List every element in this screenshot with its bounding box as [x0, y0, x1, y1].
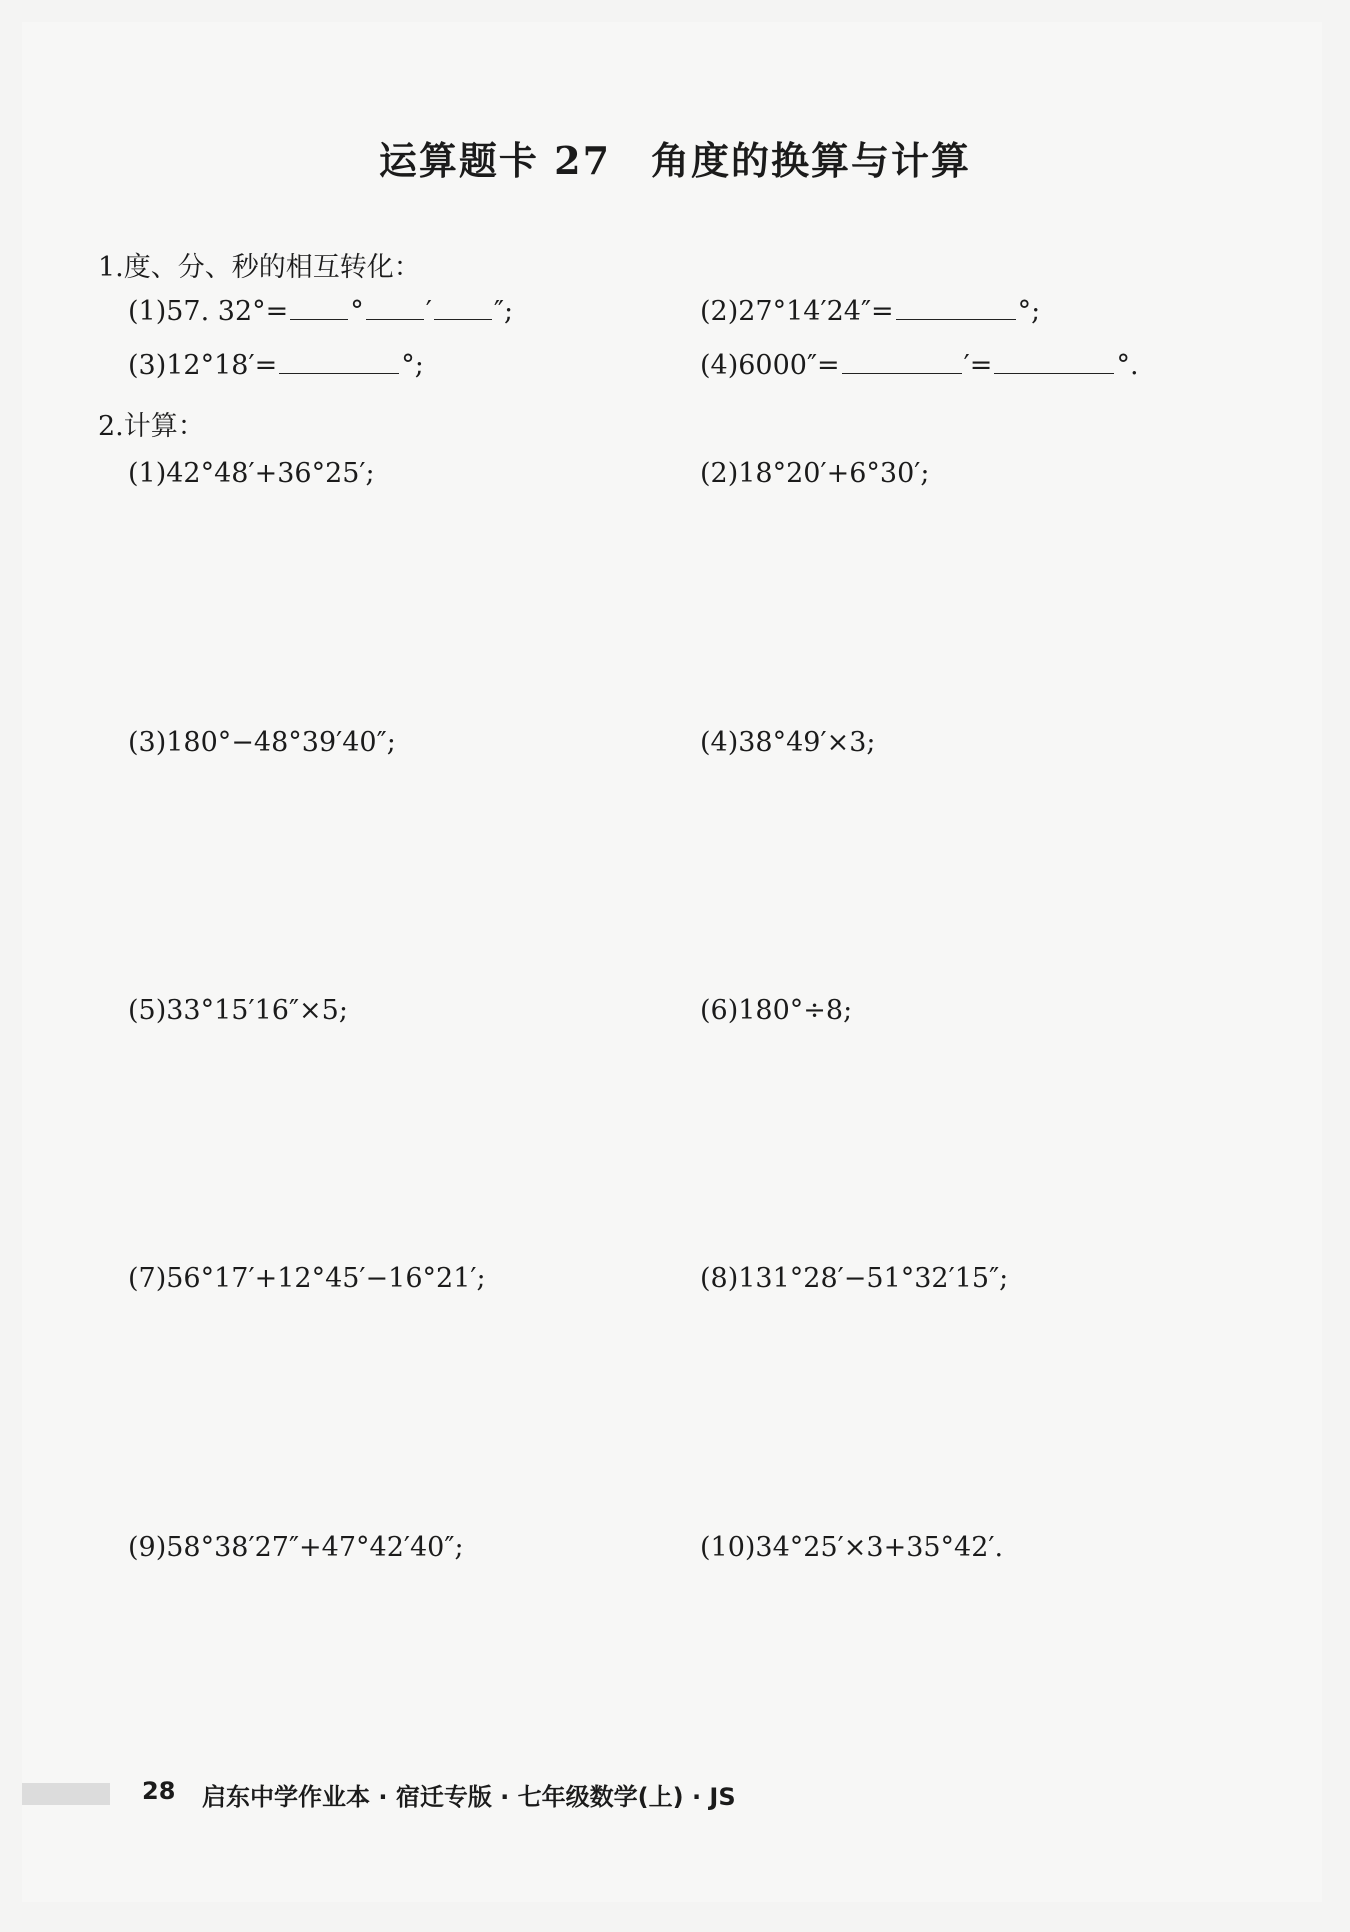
calc-item-6: (6)180°÷8; — [700, 995, 853, 1026]
answer-blank[interactable] — [896, 297, 1016, 320]
calc-item-8: (8)131°28′−51°32′15″; — [700, 1263, 1009, 1294]
answer-blank[interactable] — [434, 297, 492, 320]
answer-blank[interactable] — [366, 297, 424, 320]
book-title: 启东中学作业本 · 宿迁专版 · 七年级数学(上) · JS — [202, 1783, 736, 1811]
unit-second: ″; — [493, 296, 514, 327]
footer-decoration-bar — [22, 1783, 110, 1805]
unit-minute: ′= — [963, 350, 993, 381]
answer-blank[interactable] — [842, 351, 962, 374]
answer-blank[interactable] — [279, 351, 399, 374]
section1-heading: 1.度、分、秒的相互转化： — [98, 252, 421, 283]
calc-item-2: (2)18°20′+6°30′; — [700, 458, 930, 489]
calc-item-5: (5)33°15′16″×5; — [128, 995, 348, 1026]
conversion-item-2 — [700, 296, 1040, 327]
item-text: (1)57. 32°= — [128, 296, 289, 327]
calc-item-1: (1)42°48′+36°25′; — [128, 458, 375, 489]
unit-degree: °; — [1017, 296, 1041, 327]
answer-blank[interactable] — [994, 351, 1114, 374]
page-number: 28 — [142, 1777, 176, 1805]
unit-degree: °; — [401, 350, 424, 381]
calc-item-4: (4)38°49′×3; — [700, 727, 876, 758]
unit-minute: ′ — [425, 296, 432, 327]
title-main: 运算题卡 27 — [378, 138, 612, 183]
conversion-item-3 — [128, 350, 424, 381]
unit-degree: °. — [1116, 350, 1139, 381]
conversion-item-1 — [128, 296, 513, 327]
item-text: (3)12°18′= — [128, 350, 278, 381]
unit-degree: ° — [350, 296, 364, 327]
calc-item-10: (10)34°25′×3+35°42′. — [700, 1532, 1004, 1563]
calc-item-7: (7)56°17′+12°45′−16°21′; — [128, 1263, 486, 1294]
conversion-item-4 — [700, 350, 1139, 381]
item-text: (4)6000″= — [700, 350, 840, 381]
title-sub: 角度的换算与计算 — [651, 138, 972, 183]
calc-item-3: (3)180°−48°39′40″; — [128, 727, 396, 758]
page-footer — [0, 1775, 1350, 1815]
answer-blank[interactable] — [290, 297, 348, 320]
section2-heading: 2.计算： — [98, 411, 205, 442]
page-title — [0, 130, 1350, 185]
calc-item-9: (9)58°38′27″+47°42′40″; — [128, 1532, 464, 1563]
item-text: (2)27°14′24″= — [700, 296, 894, 327]
